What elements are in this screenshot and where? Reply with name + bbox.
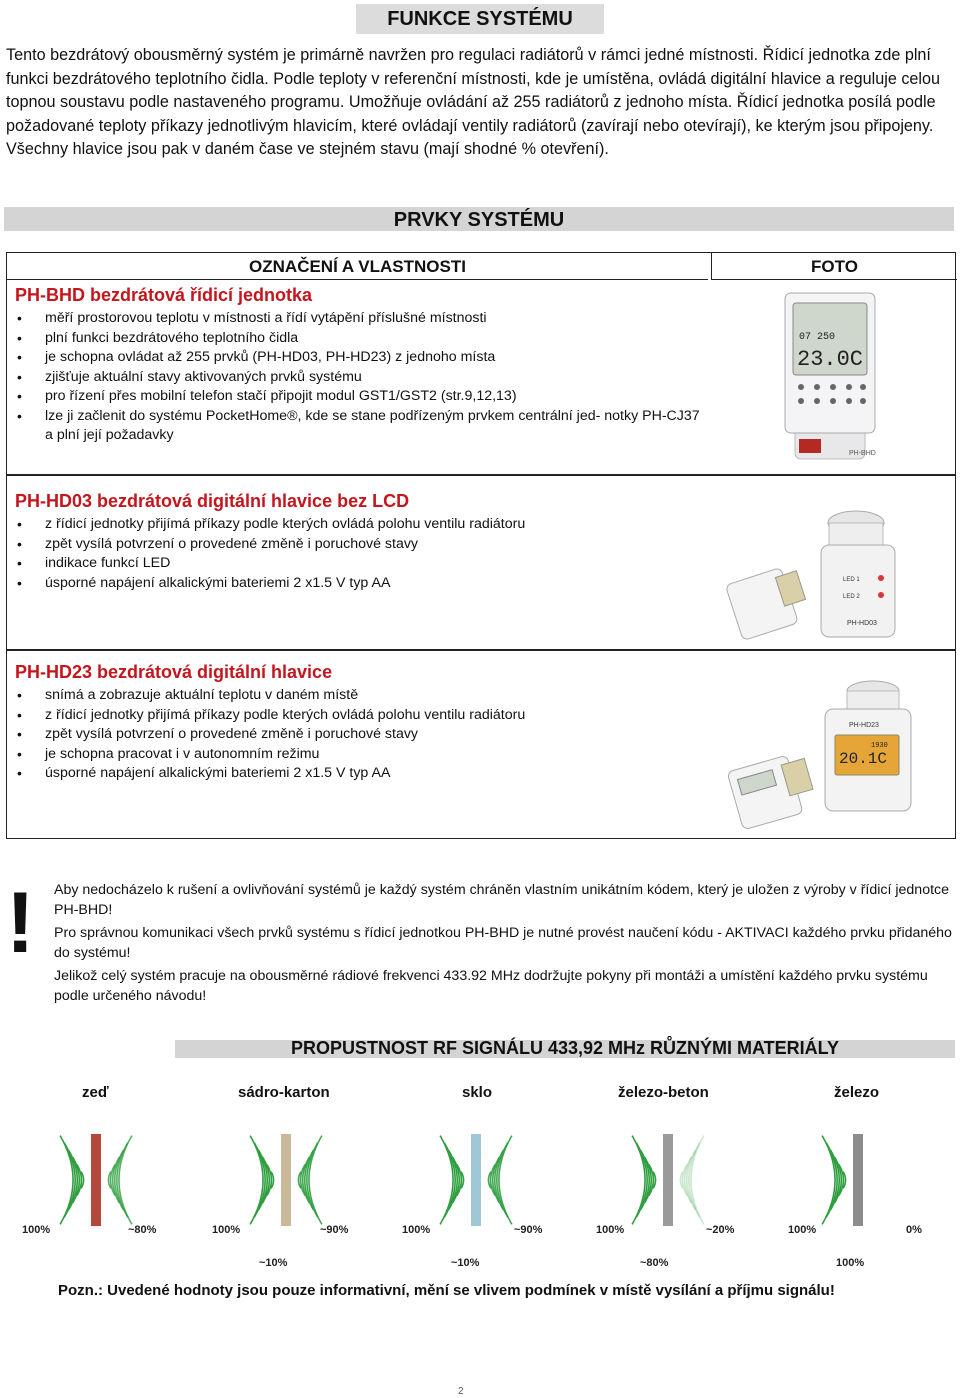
percent-below: ~10%	[259, 1257, 288, 1269]
section-title-prvky: PRVKY SYSTÉMU	[4, 207, 954, 231]
percent-below: ~10%	[451, 1257, 480, 1269]
product-feature: • snímá a zobrazuje aktuální teplotu v daném místě	[15, 686, 705, 706]
section-title-funkce: FUNKCE SYSTÉMU	[356, 4, 604, 34]
col-header-properties: OZNAČENÍ A VLASTNOSTI	[7, 253, 708, 280]
percent-in: 100%	[212, 1224, 241, 1236]
product-feature: • zpět vysílá potvrzení o provedené změně i poruchové stavy	[15, 535, 705, 555]
product-feature: • je schopna ovládat až 255 prvků (PH-HD03, PH-HD23) z jednoho místa	[15, 348, 705, 368]
product-feature: • zjišťuje aktuální stavy aktivovaných prvků systému	[15, 368, 705, 388]
product-feature: • je schopna pracovat i v autonomním režimu	[15, 745, 705, 765]
percent-below: ~80%	[640, 1257, 669, 1269]
wave-in	[60, 1136, 73, 1225]
wave-in	[632, 1136, 645, 1225]
row-divider	[7, 649, 955, 651]
warning-text: Aby nedocházelo k rušení a ovlivňování systémů je každý systém chráněn vlastním unikátním kódem, který je uložen z výroby v řídicí jednotce PH-BHD!	[54, 882, 950, 918]
product-feature: • pro řízení přes mobilní telefon stačí připojit modul GST1/GST2 (str.9,12,13)	[15, 387, 705, 407]
lcd-temp: 20.1C	[839, 750, 888, 768]
product-feature: • z řídicí jednotky přijímá příkazy podle kterých ovládá polohu ventilu radiátoru	[15, 706, 705, 726]
material-wall	[853, 1134, 863, 1226]
product-feature: • z řídicí jednotky přijímá příkazy podle kterých ovládá polohu ventilu radiátoru	[15, 515, 705, 535]
ph-hd03-photo	[721, 503, 911, 643]
percent-out: ~90%	[514, 1224, 543, 1236]
warning-block	[6, 875, 956, 1009]
lcd-time: 07 250	[799, 332, 836, 343]
product-feature: • indikace funkcí LED	[15, 554, 705, 574]
wave-in	[440, 1136, 453, 1225]
product-title: PH-BHD bezdrátová řídicí jednotka	[15, 285, 313, 305]
percent-out: ~90%	[320, 1224, 349, 1236]
percent-in: 100%	[788, 1224, 817, 1236]
components-table	[6, 252, 956, 839]
material-wall	[471, 1134, 481, 1226]
percent-out: 0%	[906, 1224, 922, 1236]
wave-out	[499, 1136, 512, 1225]
exclamation-icon: !	[6, 875, 35, 971]
product-ph-hd23	[15, 662, 705, 784]
product-title: PH-HD03 bezdrátová digitální hlavice bez LCD	[15, 491, 410, 511]
row-divider	[7, 474, 955, 476]
wave-out	[309, 1136, 322, 1225]
product-feature: • měří prostorovou teplotu v místnosti a řídí vytápění příslušné místnosti	[15, 309, 705, 329]
product-title: PH-HD23 bezdrátová digitální hlavice	[15, 662, 333, 682]
material-wall	[91, 1134, 101, 1226]
percent-out: ~20%	[706, 1224, 735, 1236]
page-number: 2	[458, 1386, 464, 1397]
led1-label: LED 1	[843, 577, 860, 583]
product-ph-hd03	[15, 491, 705, 593]
section-title-rf: PROPUSTNOST RF SIGNÁLU 433,92 MHz RŮZNÝMI MATERIÁLY	[175, 1038, 955, 1058]
wave-in	[250, 1136, 263, 1225]
led2-label: LED 2	[843, 594, 860, 600]
col-header-photo: FOTO	[711, 253, 957, 280]
product-ph-bhd	[15, 285, 705, 446]
percent-in: 100%	[22, 1224, 51, 1236]
material-label: zeď	[82, 1084, 109, 1101]
wave-in	[822, 1136, 835, 1225]
material-label: železo	[834, 1084, 880, 1101]
material-wall	[663, 1134, 673, 1226]
percent-in: 100%	[402, 1224, 431, 1236]
product-feature: • plní funkci bezdrátového teplotního čidla	[15, 329, 705, 349]
material-label: železo-beton	[618, 1084, 709, 1101]
product-feature: • zpět vysílá potvrzení o provedené změně i poruchové stavy	[15, 725, 705, 745]
product-feature: • úsporné napájení alkalickými bateriemi 2 x1.5 V typ AA	[15, 764, 705, 784]
device-label: PH-BHD	[849, 450, 876, 457]
wave-out	[691, 1136, 704, 1225]
material-label: sádro-karton	[238, 1084, 330, 1101]
percent-in: 100%	[596, 1224, 625, 1236]
percent-below: 100%	[836, 1257, 865, 1269]
ph-hd23-photo	[721, 675, 921, 840]
ph-bhd-photo	[777, 289, 897, 469]
intro-paragraph: Tento bezdrátový obousměrný systém je primárně navržen pro regulaci radiátorů v rámci jedné místnosti. Řídicí jednotka zde plní funkci bezdrátového teplotního čidla. Podle teploty v referenční místnosti, kde je umístěna, ovládá digitální hlavice a reguluje celou topnou soustavu podle nastaveného programu. Umožňuje ovládání až 255 radiátorů z jednoho místa. Řídicí jednotka posílá podle požadované teploty příkazy jednotlivým hlavicím, které ovládají ventily radiátorů (zavírají nebo otevírají), ke kterým jsou připojeny. Všechny hlavice jsou pak v daném čase ve stejném stavu (mají shodné % otevření).	[6, 46, 941, 159]
lcd-temp: 23.0C	[797, 347, 864, 372]
product-feature: • lze ji začlenit do systému PocketHome®, kde se stane podřízeným prvkem centrální jed- notky PH-CJ37 a plní její požadavky	[15, 407, 705, 446]
wave-out	[119, 1136, 132, 1225]
percent-out: ~80%	[128, 1224, 157, 1236]
product-feature: • úsporné napájení alkalickými bateriemi 2 x1.5 V typ AA	[15, 574, 705, 594]
warning-text: Jelikož celý systém pracuje na obousměrné rádiové frekvenci 433.92 MHz dodržujte pokyny při montáži a umístění každého prvku systému podle určeného návodu!	[54, 968, 928, 1004]
rf-propagation-diagram	[0, 1130, 960, 1230]
material-wall	[281, 1134, 291, 1226]
device-label: PH-HD23	[849, 722, 879, 729]
lcd-time: 1930	[871, 742, 888, 750]
warning-text: Pro správnou komunikaci všech prvků systému s řídicí jednotkou PH-BHD je nutné provést naučení kódu - AKTIVACI každého prvku přidaného do systému!	[54, 925, 952, 961]
device-label: PH-HD03	[847, 620, 877, 627]
material-label: sklo	[462, 1084, 493, 1101]
note: Pozn.: Uvedené hodnoty jsou pouze informativní, mění se vlivem podmínek v místě vysílání a příjmu signálu!	[58, 1282, 835, 1299]
